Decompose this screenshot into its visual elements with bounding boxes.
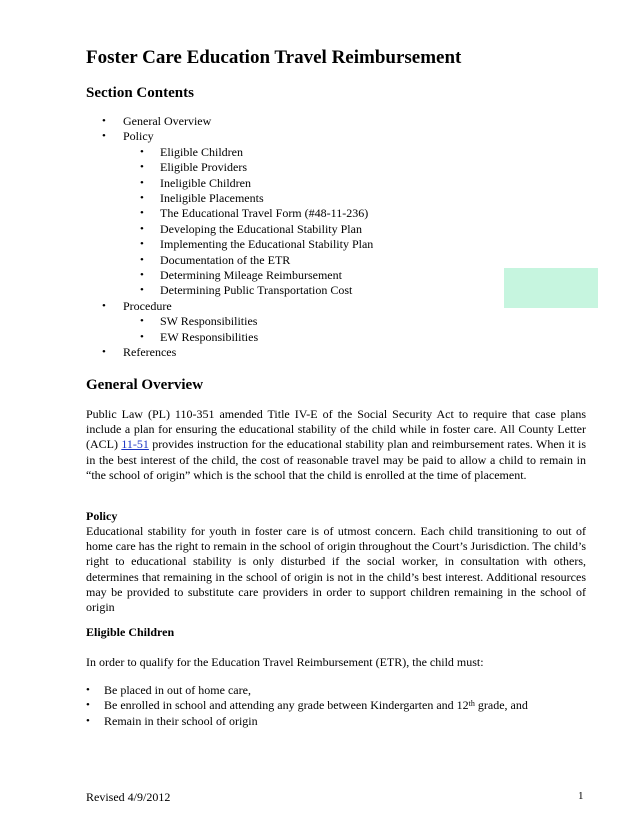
toc-item-label: Documentation of the ETR <box>160 252 291 267</box>
toc-item <box>86 191 566 206</box>
toc-item-label: EW Responsibilities <box>160 329 259 344</box>
eligible-children-heading: Eligible Children <box>86 625 175 639</box>
acl-link[interactable]: 11-51 <box>121 437 149 452</box>
bullet-icon: • <box>140 238 144 251</box>
toc-item <box>86 176 566 191</box>
section-contents-list <box>86 114 566 361</box>
toc-item <box>86 114 566 129</box>
eligible-children-intro: In order to qualify for the Education Travel Reimbursement (ETR), the child must: <box>86 655 484 669</box>
bullet-icon: • <box>140 269 144 282</box>
toc-item-label: References <box>123 345 177 360</box>
list-item: • Be placed in out of home care, <box>86 683 251 697</box>
bullet-icon: • <box>140 315 144 328</box>
bullet-icon: • <box>86 714 90 727</box>
bullet-icon: • <box>102 115 106 127</box>
bullet-icon: • <box>140 284 144 297</box>
toc-item <box>86 299 566 314</box>
toc-item <box>86 129 566 144</box>
toc-item <box>86 330 566 345</box>
list-item: • Remain in their school of origin <box>86 713 258 728</box>
toc-item-label: Eligible Children <box>160 144 243 159</box>
eligible-children-list <box>86 683 586 729</box>
bullet-icon: • <box>140 145 144 158</box>
toc-item-label: Ineligible Children <box>160 175 251 190</box>
toc-item-label: Policy <box>123 129 154 144</box>
general-overview-paragraph: Public Law (PL) 110-351 amended Title IV-E of the Social Security Act to require that case plans include a plan for ensuring the educational stability of the child while in foster care. All County Letter (ACL) 11-51 provides instruction for the educational stability plan and reimbursement rates. When it is in the best interest of the child, the cost of reasonable travel may be paid to allow a child to remain in “the school of origin” which is the school that the child is enrolled at the time of placement. <box>86 407 586 482</box>
bullet-icon: • <box>140 222 144 235</box>
toc-item <box>86 237 566 252</box>
bullet-icon: • <box>102 299 106 312</box>
bullet-icon: • <box>140 253 144 266</box>
bullet-icon: • <box>102 130 106 143</box>
page-title: Foster Care Education Travel Reimbursement <box>86 47 462 68</box>
page-number: 1 <box>578 790 584 802</box>
bullet-icon: • <box>140 192 144 205</box>
toc-item <box>86 206 566 221</box>
toc-item-label: Determining Mileage Reimbursement <box>160 268 342 283</box>
toc-item-label: Procedure <box>123 298 172 313</box>
toc-item-label: SW Responsibilities <box>160 314 258 329</box>
policy-heading: Policy <box>86 509 118 523</box>
toc-item-label: The Educational Travel Form (#48-11-236) <box>160 206 369 221</box>
bullet-icon: • <box>86 699 90 712</box>
toc-item <box>86 222 566 237</box>
toc-item <box>86 253 566 268</box>
toc-item-label: Developing the Educational Stability Plan <box>160 221 362 236</box>
policy-paragraph: Educational stability for youth in foster care is of utmost concern. Each child transitioning to out of home care has the right to remain in the school of origin throughout the Court’s Jurisdiction. The child’s right to educational stability is only disturbed if the social worker, in consultation with others, determines that remaining in the school of origin is not in the child’s best interest. Additional resources may be provided to substitute care providers in order to support children remaining in the school of origin <box>86 524 586 615</box>
bullet-icon: • <box>140 176 144 189</box>
bullet-icon: • <box>140 161 144 174</box>
toc-item-label: Determining Public Transportation Cost <box>160 283 353 298</box>
section-contents-heading: Section Contents <box>86 85 194 101</box>
toc-item <box>86 145 566 160</box>
bullet-icon: • <box>140 330 144 343</box>
toc-item-label: General Overview <box>123 114 212 128</box>
bullet-icon: • <box>102 346 106 359</box>
general-overview-heading: General Overview <box>86 377 204 393</box>
toc-item-label: Ineligible Placements <box>160 191 264 206</box>
bullet-icon: • <box>86 684 90 696</box>
bullet-icon: • <box>140 207 144 220</box>
revised-date: Revised 4/9/2012 <box>86 790 171 804</box>
list-item: • Be enrolled in school and attending any grade between Kindergarten and 12th grade, and <box>86 698 528 713</box>
toc-item <box>86 345 566 360</box>
toc-item <box>86 268 566 283</box>
toc-item <box>86 160 566 175</box>
toc-item <box>86 314 566 329</box>
toc-item <box>86 283 566 298</box>
highlight-box <box>504 268 598 308</box>
toc-item-label: Implementing the Educational Stability Plan <box>160 237 374 252</box>
toc-item-label: Eligible Providers <box>160 160 247 175</box>
